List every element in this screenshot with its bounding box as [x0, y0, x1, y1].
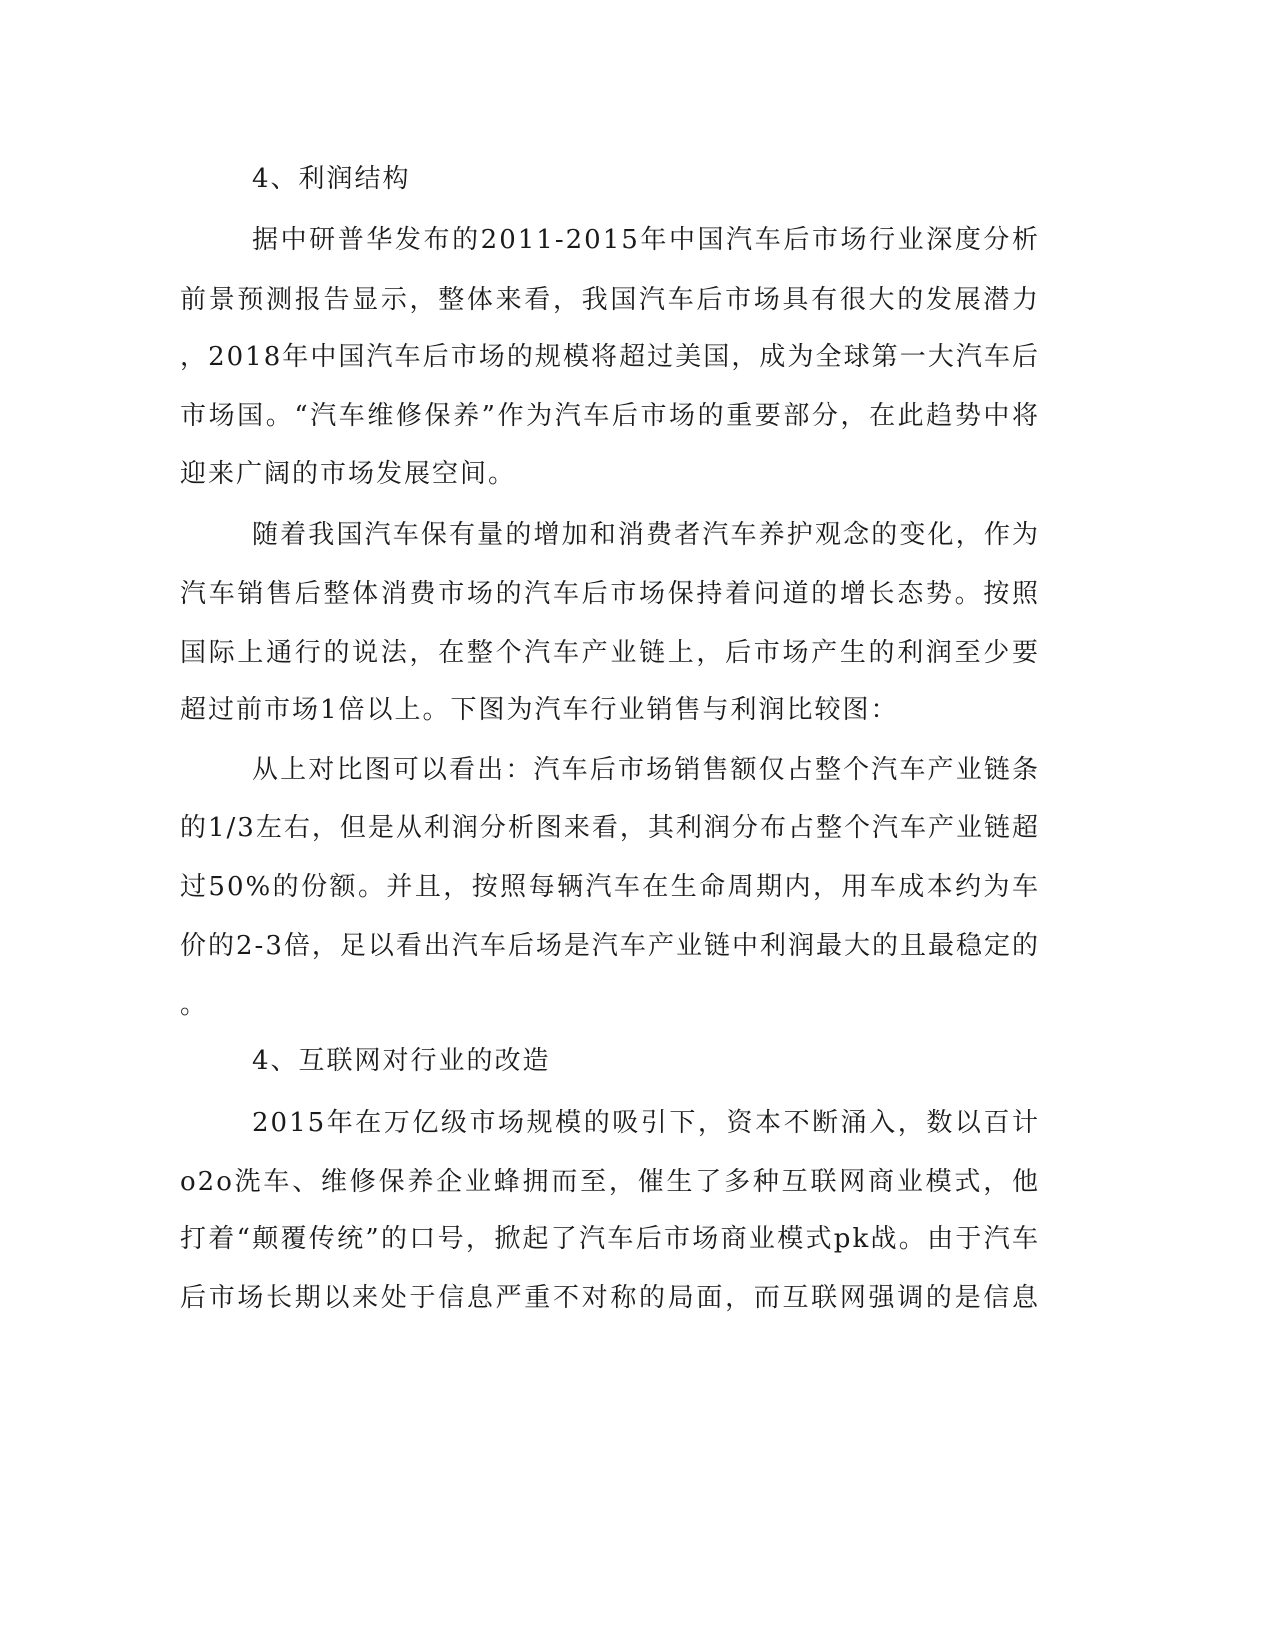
paragraph-line: o2o洗车、维修保养企业蜂拥而至，催生了多种互联网商业模式，他: [180, 1167, 1040, 1197]
paragraph-line: 打着“颠覆传统”的口号，掀起了汽车后市场商业模式pk战。由于汽车: [180, 1224, 1040, 1254]
paragraph-line: 迎来广阔的市场发展空间。: [180, 459, 517, 489]
paragraph-line: 国际上通行的说法，在整个汽车产业链上，后市场产生的利润至少要: [180, 638, 1040, 668]
section-heading-internet-transformation: 4、互联网对行业的改造: [252, 1046, 551, 1076]
paragraph-line: 随着我国汽车保有量的增加和消费者汽车养护观念的变化，作为: [252, 520, 1040, 550]
paragraph-line: 前景预测报告显示，整体来看，我国汽车后市场具有很大的发展潜力: [180, 285, 1040, 315]
paragraph-line: 市场国。“汽车维修保养”作为汽车后市场的重要部分，在此趋势中将: [180, 401, 1040, 431]
paragraph-line: 超过前市场1倍以上。下图为汽车行业销售与利润比较图：: [180, 695, 899, 725]
paragraph-line: 的1/3左右，但是从利润分析图来看，其利润分布占整个汽车产业链超: [180, 813, 1040, 843]
paragraph-line: 后市场长期以来处于信息严重不对称的局面，而互联网强调的是信息: [180, 1283, 1040, 1313]
section-heading-profit-structure: 4、利润结构: [252, 164, 411, 194]
paragraph-line: 价的2-3倍，足以看出汽车后场是汽车产业链中利润最大的且最稳定的: [180, 931, 1040, 961]
paragraph-line: 。: [180, 990, 209, 1020]
paragraph-line: 过50%的份额。并且，按照每辆汽车在生命周期内，用车成本约为车: [180, 872, 1040, 902]
paragraph-line: 从上对比图可以看出：汽车后市场销售额仅占整个汽车产业链条: [252, 755, 1040, 785]
paragraph-line: 2015年在万亿级市场规模的吸引下，资本不断涌入，数以百计: [252, 1108, 1040, 1138]
paragraph-line: 据中研普华发布的2011-2015年中国汽车后市场行业深度分析: [252, 225, 1040, 255]
paragraph-line: 汽车销售后整体消费市场的汽车后市场保持着问道的增长态势。按照: [180, 579, 1040, 609]
paragraph-line: ，2018年中国汽车后市场的规模将超过美国，成为全球第一大汽车后: [180, 342, 1040, 372]
